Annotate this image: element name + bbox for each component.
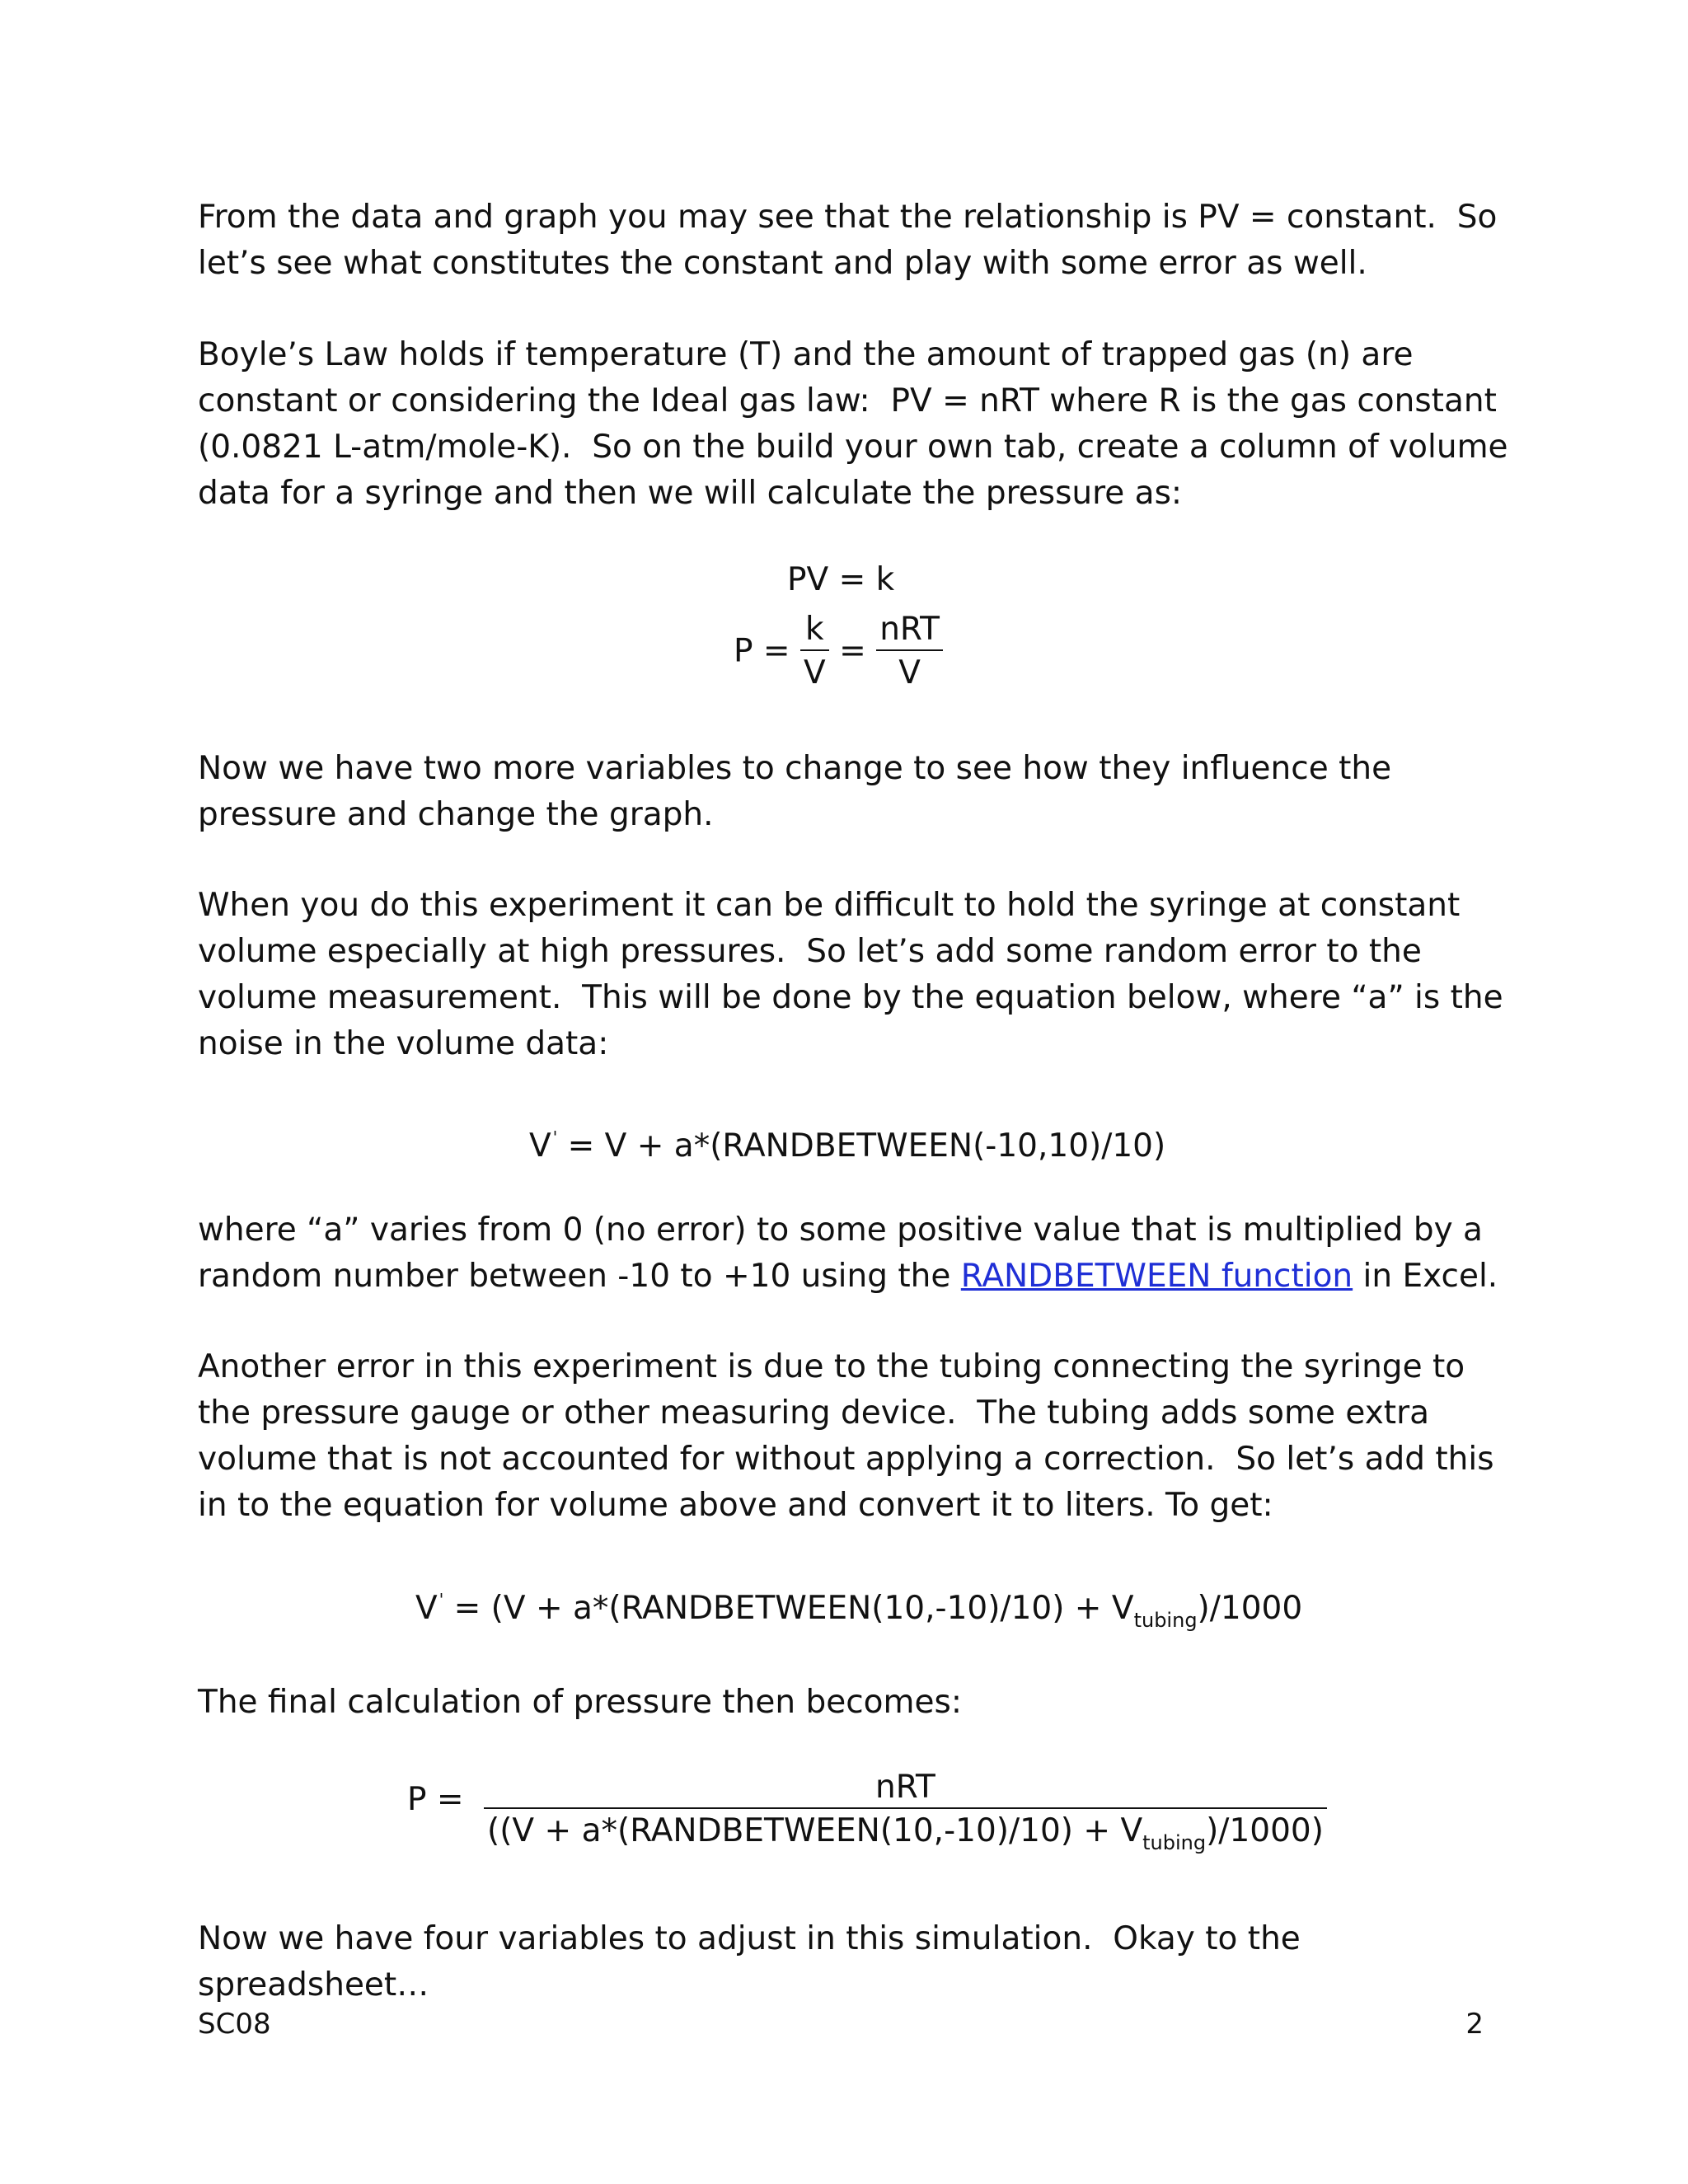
eq4-end: )/1000 — [1197, 1590, 1303, 1627]
fraction-final — [484, 1768, 1327, 1865]
eq2-lhs: P = — [734, 632, 790, 670]
equation-volume-tubing — [415, 1577, 1302, 1643]
equation-volume-noise — [529, 1114, 1165, 1169]
eq2-equals: = — [839, 632, 866, 670]
eq4-v: V — [415, 1590, 438, 1627]
subscript-tubing: tubing — [1133, 1609, 1198, 1632]
paragraph-random-error: When you do this experiment it can be difficult to hold the syringe at constant volume especially at high pressures. So let’s add some random error to the volume measurement. This will be done by the equation below, where “a” is the noise in the volume data: — [198, 887, 1514, 1062]
fraction-numerator: nRT — [875, 1769, 935, 1806]
eq4-rest: = (V + a*(RANDBETWEEN(10,-10)/10) + V — [443, 1590, 1134, 1627]
eq5-den-main: ((V + a*(RANDBETWEEN(10,-10)/10) + V — [487, 1812, 1143, 1849]
paragraph-intro: From the data and graph you may see that the relationship is PV = constant. So let’s see what constitutes the constant and play with some error as well. — [198, 199, 1507, 282]
fraction-denominator: V — [876, 649, 943, 696]
paragraph-a-varies-end: in Excel. — [1353, 1258, 1498, 1295]
equation-pressure-fraction — [734, 610, 943, 696]
subscript-tubing: tubing — [1142, 1831, 1207, 1854]
equation-final-pressure — [407, 1768, 1327, 1865]
paragraph-boyles-law: Boyle’s Law holds if temperature (T) and the amount of trapped gas (n) are constant or considering the Ideal gas law: PV = nRT where R is the gas constant (0.0821 L-atm/mole-K). So on the build your own tab, create a column of volume data for a syringe and then we will calculate the pressure as: — [198, 336, 1518, 512]
eq5-lhs: P = — [407, 1781, 464, 1818]
fraction-k-over-v — [800, 610, 829, 696]
footer-document-code: SC08 — [198, 2008, 271, 2041]
eq5-den-end: )/1000) — [1206, 1812, 1324, 1849]
footer-page-number: 2 — [1465, 2008, 1484, 2041]
equation-pv-k: PV = k — [787, 561, 895, 598]
paragraph-four-variables: Now we have four variables to adjust in this simulation. Okay to the spreadsheet… — [198, 1920, 1311, 2004]
randbetween-function-link[interactable]: RANDBETWEEN function — [960, 1258, 1353, 1295]
prime-mark: ' — [438, 1590, 444, 1610]
paragraph-tubing-error: Another error in this experiment is due to the tubing connecting the syringe to the pressure gauge or other measuring device. The tubing adds some extra volume that is not accounted for without applying a correction. So let’s add this in to the equation for volume above and convert it to liters. To get: — [198, 1348, 1504, 1524]
fraction-nrt-over-v — [876, 610, 943, 696]
prime-mark: ' — [552, 1127, 558, 1147]
eq3-rest: = V + a*(RANDBETWEEN(-10,10)/10) — [557, 1127, 1166, 1165]
fraction-numerator: nRT — [879, 611, 940, 648]
paragraph-two-variables: Now we have two more variables to change to see how they influence the pressure and change the graph. — [198, 750, 1402, 833]
fraction-denominator — [484, 1807, 1327, 1865]
paragraph-a-varies-text: where “a” varies from 0 (no error) to some positive value that is multiplied by a random number between -10 to +10 using the — [198, 1212, 1493, 1295]
fraction-numerator: k — [805, 611, 824, 648]
paragraph-final-calculation: The final calculation of pressure then becomes: — [198, 1684, 962, 1721]
eq3-v: V — [529, 1127, 551, 1165]
fraction-denominator: V — [800, 649, 829, 696]
paragraph-a-varies — [198, 1207, 1517, 1300]
